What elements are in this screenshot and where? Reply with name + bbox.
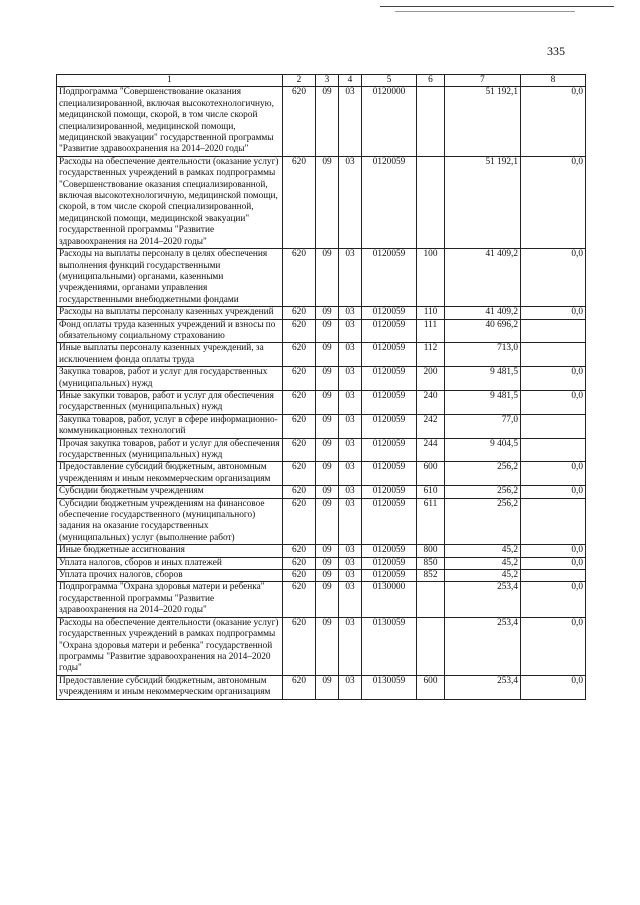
expense-type-cell: 240 [417,390,445,414]
table-row [57,675,586,699]
expense-type-cell: 611 [417,498,445,545]
amount-change-cell: 0,0 [521,582,586,617]
admin-code-cell: 620 [283,307,316,319]
amount-cell: 45,2 [445,557,521,569]
admin-code-cell: 620 [283,617,316,675]
target-article-cell: 0130059 [362,675,417,699]
admin-code-cell: 620 [283,249,316,307]
section-cell: 09 [316,87,339,156]
section-cell: 09 [316,498,339,545]
row-name-cell: Подпрограмма "Охрана здоровья матери и ребенка" государственной программы "Развитие здравоохранения на 2014–2020 годы" [57,582,283,617]
amount-cell: 51 192,1 [445,156,521,248]
target-article-cell: 0120059 [362,462,417,486]
table-row [57,582,586,617]
amount-change-cell: 0,0 [521,675,586,699]
section-cell: 09 [316,557,339,569]
target-article-cell: 0120059 [362,545,417,557]
amount-cell: 45,2 [445,545,521,557]
expense-type-cell: 242 [417,414,445,438]
subsection-cell: 03 [339,557,362,569]
admin-code-cell: 620 [283,498,316,545]
target-article-cell: 0120059 [362,486,417,498]
expense-type-cell: 600 [417,462,445,486]
target-article-cell: 0120059 [362,557,417,569]
amount-cell: 77,0 [445,414,521,438]
section-cell: 09 [316,486,339,498]
expense-type-cell: 111 [417,319,445,343]
subsection-cell: 03 [339,319,362,343]
amount-change-cell: 0,0 [521,545,586,557]
expense-type-cell: 100 [417,249,445,307]
subsection-cell: 03 [339,570,362,582]
row-name-cell: Предоставление субсидий бюджетным, автономным учреждениям и иным некоммерческим организациям [57,675,283,699]
section-cell: 09 [316,414,339,438]
amount-change-cell: 0,0 [521,557,586,569]
amount-cell: 51 192,1 [445,87,521,156]
expense-type-cell: 610 [417,486,445,498]
column-header: 5 [362,75,417,87]
row-name-cell: Уплата прочих налогов, сборов [57,570,283,582]
amount-change-cell: 0,0 [521,390,586,414]
table-row [57,570,586,582]
subsection-cell: 03 [339,390,362,414]
expense-type-cell: 110 [417,307,445,319]
table-row [57,414,586,438]
amount-cell: 45,2 [445,570,521,582]
amount-cell: 253,4 [445,617,521,675]
target-article-cell: 0120059 [362,570,417,582]
expense-type-cell [417,582,445,617]
amount-change-cell: 0,0 [521,486,586,498]
amount-change-cell: 0,0 [521,249,586,307]
subsection-cell: 03 [339,307,362,319]
row-name-cell: Субсидии бюджетным учреждениям на финансовое обеспечение государственного (муниципального) задания на оказание государственных (муниципальных) услуг (выполнение работ) [57,498,283,545]
row-name-cell: Прочая закупка товаров, работ и услуг для обеспечения государственных (муниципальных) нужд [57,438,283,462]
section-cell: 09 [316,570,339,582]
section-cell: 09 [316,156,339,248]
amount-change-cell: 0,0 [521,156,586,248]
amount-change-cell: 0,0 [521,87,586,156]
amount-cell: 41 409,2 [445,307,521,319]
expense-type-cell: 244 [417,438,445,462]
column-header: 6 [417,75,445,87]
row-name-cell: Подпрограмма "Совершенствование оказания специализированной, включая высокотехнологичную, медицинской помощи, скорой, в том числе скорой специализированной, медицинской помощи, медицинской эвакуации" государственной программы "Развитие здравоохранения на 2014–2020 годы" [57,87,283,156]
amount-cell: 713,0 [445,343,521,367]
admin-code-cell: 620 [283,438,316,462]
target-article-cell: 0120059 [362,390,417,414]
table-row [57,462,586,486]
subsection-cell: 03 [339,498,362,545]
expense-type-cell: 600 [417,675,445,699]
amount-change-cell [521,414,586,438]
target-article-cell: 0130000 [362,582,417,617]
table-header-row [57,75,586,87]
amount-change-cell: 0,0 [521,307,586,319]
target-article-cell: 0120059 [362,367,417,391]
table-row [57,545,586,557]
admin-code-cell: 620 [283,545,316,557]
target-article-cell: 0120059 [362,414,417,438]
target-article-cell: 0130059 [362,617,417,675]
amount-change-cell [521,498,586,545]
expense-type-cell [417,617,445,675]
table-row [57,617,586,675]
table-row [57,438,586,462]
admin-code-cell: 620 [283,319,316,343]
amount-change-cell [521,570,586,582]
subsection-cell: 03 [339,87,362,156]
target-article-cell: 0120059 [362,307,417,319]
row-name-cell: Закупка товаров, работ, услуг в сфере информационно-коммуникационных технологий [57,414,283,438]
table-row [57,87,586,156]
section-cell: 09 [316,367,339,391]
row-name-cell: Иные выплаты персоналу казенных учреждений, за исключением фонда оплаты труда [57,343,283,367]
target-article-cell: 0120059 [362,156,417,248]
section-cell: 09 [316,545,339,557]
page-number: 335 [547,44,565,58]
amount-cell: 40 696,2 [445,319,521,343]
target-article-cell: 0120000 [362,87,417,156]
subsection-cell: 03 [339,156,362,248]
admin-code-cell: 620 [283,367,316,391]
amount-cell: 256,2 [445,486,521,498]
admin-code-cell: 620 [283,582,316,617]
row-name-cell: Уплата налогов, сборов и иных платежей [57,557,283,569]
row-name-cell: Расходы на обеспечение деятельности (оказание услуг) государственных учреждений в рамках подпрограммы "Совершенствование оказания специализированной, включая высокотехнологичную, медицинской помощи, скорой, в том числе скорой специализированной, медицинской помощи, медицинской эвакуации" государственной программы "Развитие здравоохранения на 2014–2020 годы" [57,156,283,248]
amount-cell: 256,2 [445,498,521,545]
admin-code-cell: 620 [283,414,316,438]
row-name-cell: Расходы на выплаты персоналу в целях обеспечения выполнения функций государственными (муниципальными) органами, казенными учреждениями, органами управления государственными внебюджетными фондами [57,249,283,307]
row-name-cell: Расходы на обеспечение деятельности (оказание услуг) государственных учреждений в рамках подпрограммы "Охрана здоровья матери и ребенка" государственной программы "Развитие здравоохранения на 2014–2020 годы" [57,617,283,675]
subsection-cell: 03 [339,367,362,391]
amount-cell: 253,4 [445,582,521,617]
expense-type-cell: 852 [417,570,445,582]
section-cell: 09 [316,249,339,307]
row-name-cell: Субсидии бюджетным учреждениям [57,486,283,498]
table-row [57,307,586,319]
subsection-cell: 03 [339,249,362,307]
amount-cell: 256,2 [445,462,521,486]
row-name-cell: Расходы на выплаты персоналу казенных учреждений [57,307,283,319]
expense-type-cell: 200 [417,367,445,391]
amount-cell: 9 481,5 [445,367,521,391]
expense-type-cell: 850 [417,557,445,569]
column-header: 7 [445,75,521,87]
subsection-cell: 03 [339,462,362,486]
column-header: 2 [283,75,316,87]
table-row [57,156,586,248]
section-cell: 09 [316,438,339,462]
amount-cell: 9 404,5 [445,438,521,462]
admin-code-cell: 620 [283,486,316,498]
amount-change-cell [521,343,586,367]
table-row [57,557,586,569]
amount-cell: 9 481,5 [445,390,521,414]
admin-code-cell: 620 [283,557,316,569]
admin-code-cell: 620 [283,87,316,156]
table-row [57,319,586,343]
admin-code-cell: 620 [283,462,316,486]
row-name-cell: Предоставление субсидий бюджетным, автономным учреждениям и иным некоммерческим организациям [57,462,283,486]
admin-code-cell: 620 [283,570,316,582]
column-header: 3 [316,75,339,87]
column-header: 8 [521,75,586,87]
header-rule [380,6,614,7]
row-name-cell: Иные закупки товаров, работ и услуг для обеспечения государственных (муниципальных) нужд [57,390,283,414]
target-article-cell: 0120059 [362,343,417,367]
expense-type-cell [417,87,445,156]
expense-type-cell [417,156,445,248]
header-rule-secondary [395,11,575,12]
amount-change-cell: 0,0 [521,617,586,675]
column-header: 1 [57,75,283,87]
table-row [57,343,586,367]
subsection-cell: 03 [339,438,362,462]
section-cell: 09 [316,307,339,319]
section-cell: 09 [316,582,339,617]
expense-type-cell: 800 [417,545,445,557]
admin-code-cell: 620 [283,390,316,414]
target-article-cell: 0120059 [362,249,417,307]
amount-change-cell: 0,0 [521,462,586,486]
admin-code-cell: 620 [283,156,316,248]
table-row [57,498,586,545]
amount-change-cell [521,319,586,343]
subsection-cell: 03 [339,414,362,438]
target-article-cell: 0120059 [362,319,417,343]
section-cell: 09 [316,319,339,343]
subsection-cell: 03 [339,343,362,367]
amount-cell: 41 409,2 [445,249,521,307]
row-name-cell: Фонд оплаты труда казенных учреждений и взносы по обязательному социальному страхованию [57,319,283,343]
subsection-cell: 03 [339,617,362,675]
subsection-cell: 03 [339,486,362,498]
row-name-cell: Закупка товаров, работ и услуг для государственных (муниципальных) нужд [57,367,283,391]
admin-code-cell: 620 [283,343,316,367]
expense-type-cell: 112 [417,343,445,367]
target-article-cell: 0120059 [362,498,417,545]
amount-cell: 253,4 [445,675,521,699]
amount-change-cell: 0,0 [521,367,586,391]
budget-table [56,74,586,700]
column-header: 4 [339,75,362,87]
table-row [57,249,586,307]
admin-code-cell: 620 [283,675,316,699]
target-article-cell: 0120059 [362,438,417,462]
section-cell: 09 [316,462,339,486]
section-cell: 09 [316,390,339,414]
subsection-cell: 03 [339,582,362,617]
table-row [57,367,586,391]
section-cell: 09 [316,343,339,367]
amount-change-cell [521,438,586,462]
subsection-cell: 03 [339,675,362,699]
table-row [57,390,586,414]
row-name-cell: Иные бюджетные ассигнования [57,545,283,557]
section-cell: 09 [316,675,339,699]
table-row [57,486,586,498]
section-cell: 09 [316,617,339,675]
subsection-cell: 03 [339,545,362,557]
